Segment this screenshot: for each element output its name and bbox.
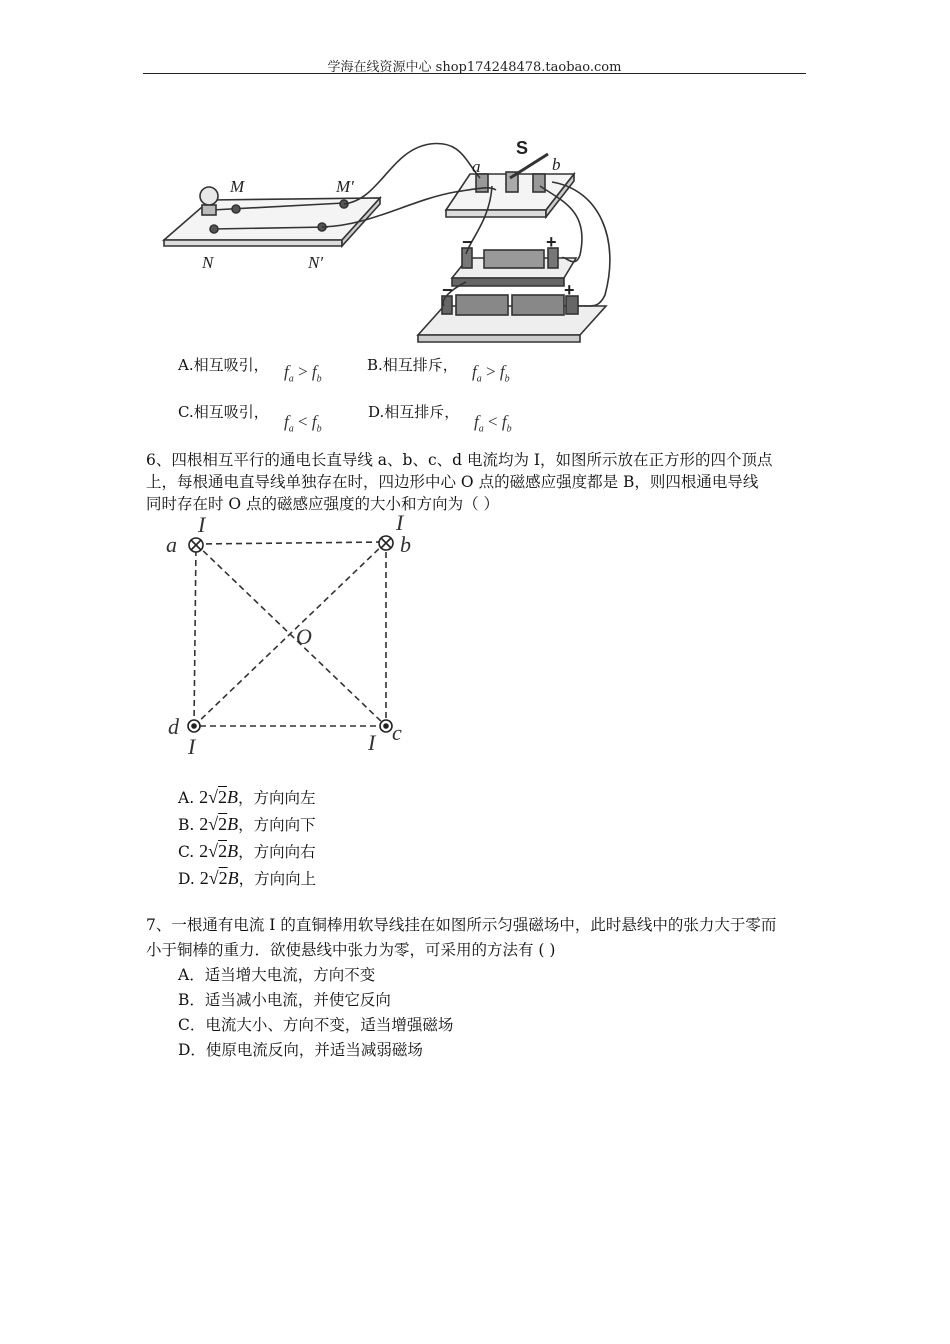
- q6-line-1: 6、四根相互平行的通电长直导线 a、b、c、d 电流均为 I，如图所示放在正方形的四个顶点: [146, 451, 773, 469]
- wire-d-out-of-page-icon: [188, 720, 200, 732]
- label-M: M: [230, 177, 245, 196]
- page-header: 学海在线资源中心 shop174248478.taobao.com: [327, 60, 622, 75]
- label-minus-1: −: [462, 232, 473, 252]
- q5-option-d-formula: $f_a < f_b$: [474, 412, 512, 435]
- q7-option-d: D．使原电流反向，并适当减弱磁场: [178, 1041, 423, 1059]
- q7-option-b: B．适当减小电流，并使它反向: [178, 991, 391, 1009]
- wire-b-into-page-icon: [379, 536, 393, 550]
- q5-option-c-label: C.相互吸引，: [178, 403, 269, 421]
- q7-line-1: 7、一根通有电流 I 的直铜棒用软导线挂在如图所示匀强磁场中，此时悬线中的张力大于零而: [146, 916, 777, 934]
- diagonal-ac: [196, 544, 386, 726]
- q7-option-a: A．适当增大电流，方向不变: [178, 966, 376, 984]
- label-N: N: [202, 253, 214, 272]
- header-rule: [143, 73, 806, 74]
- q5-option-c-formula: $f_a < f_b$: [284, 412, 322, 435]
- label-S: S: [516, 138, 529, 158]
- q5-option-b-label: B.相互排斥，: [367, 356, 458, 374]
- label-I-b: I: [396, 512, 404, 535]
- q6-line-3: 同时存在时 O 点的磁感应强度的大小和方向为（ ）: [146, 495, 499, 513]
- label-I-c: I: [368, 730, 376, 755]
- q6-option-b: B. 2√2B，方向向下: [178, 814, 316, 834]
- q5-option-a-formula: $f_a > f_b$: [284, 362, 322, 385]
- label-O: O: [296, 624, 312, 649]
- label-plus-1: +: [546, 232, 557, 252]
- edge-da: [194, 544, 196, 726]
- label-plus-2: +: [564, 280, 575, 300]
- wire-a-into-page-icon: [189, 538, 203, 552]
- label-a: a: [472, 157, 481, 176]
- label-d: d: [168, 714, 179, 739]
- q5-option-a-label: A.相互吸引，: [178, 356, 269, 374]
- battery-1: [484, 250, 544, 268]
- battery-2: [456, 295, 508, 315]
- square-wire-figure: [160, 512, 430, 762]
- label-minus-2: −: [442, 280, 453, 300]
- edge-ab: [196, 542, 386, 544]
- bulb-icon: [200, 187, 218, 205]
- label-I-d: I: [188, 734, 196, 759]
- label-b: b: [552, 155, 561, 174]
- q6-line-2: 上，每根通电直导线单独存在时，四边形中心 O 点的磁感应强度都是 B，则四根通电导线: [146, 473, 759, 491]
- label-b: b: [400, 532, 411, 557]
- label-a: a: [166, 532, 177, 557]
- label-N-prime: N′: [308, 253, 324, 272]
- q6-option-d: D. 2√2B，方向向上: [178, 868, 317, 888]
- label-M-prime: M′: [336, 177, 354, 196]
- q6-option-c: C. 2√2B，方向向右: [178, 841, 316, 861]
- wire-c-out-of-page-icon: [380, 720, 392, 732]
- label-c: c: [392, 720, 402, 745]
- q5-option-d-label: D.相互排斥，: [368, 403, 460, 421]
- q6-option-a: A. 2√2B，方向向左: [178, 787, 316, 807]
- label-I-a: I: [198, 512, 206, 537]
- q7-line-2: 小于铜棒的重力．欲使悬线中张力为零，可采用的方法有 ( ): [146, 941, 556, 959]
- circuit-figure: [150, 130, 620, 345]
- q7-option-c: C．电流大小、方向不变，适当增强磁场: [178, 1016, 454, 1034]
- q5-option-b-formula: $f_a > f_b$: [472, 362, 510, 385]
